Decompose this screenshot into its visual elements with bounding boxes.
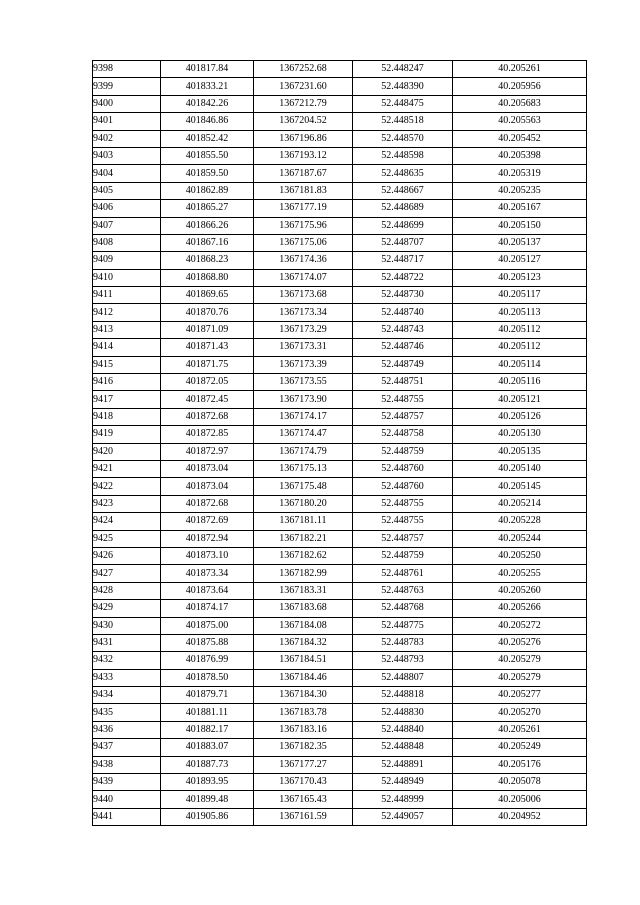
- latitude-cell: 40.205130: [453, 426, 587, 443]
- point-id-cell: 9429: [93, 600, 161, 617]
- latitude-cell: 40.205112: [453, 321, 587, 338]
- x-coordinate-cell: 401872.68: [161, 495, 254, 512]
- latitude-cell: 40.205279: [453, 652, 587, 669]
- longitude-cell: 52.448807: [353, 669, 453, 686]
- x-coordinate-cell: 401899.48: [161, 791, 254, 808]
- x-coordinate-cell: 401893.95: [161, 774, 254, 791]
- point-id-cell: 9428: [93, 582, 161, 599]
- longitude-cell: 52.448746: [353, 339, 453, 356]
- table-row: [93, 95, 587, 112]
- point-id-cell: 9414: [93, 339, 161, 356]
- x-coordinate-cell: 401875.00: [161, 617, 254, 634]
- latitude-cell: 40.205116: [453, 374, 587, 391]
- table-row: [93, 565, 587, 582]
- longitude-cell: 52.448730: [353, 287, 453, 304]
- longitude-cell: 52.448247: [353, 61, 453, 78]
- point-id-cell: 9438: [93, 756, 161, 773]
- table-row: [93, 617, 587, 634]
- point-id-cell: 9409: [93, 252, 161, 269]
- x-coordinate-cell: 401871.09: [161, 321, 254, 338]
- y-coordinate-cell: 1367182.99: [254, 565, 353, 582]
- point-id-cell: 9405: [93, 182, 161, 199]
- table-row: [93, 269, 587, 286]
- longitude-cell: 52.448717: [353, 252, 453, 269]
- point-id-cell: 9423: [93, 495, 161, 512]
- y-coordinate-cell: 1367212.79: [254, 95, 353, 112]
- point-id-cell: 9436: [93, 721, 161, 738]
- point-id-cell: 9419: [93, 426, 161, 443]
- table-row: [93, 704, 587, 721]
- latitude-cell: 40.205260: [453, 582, 587, 599]
- latitude-cell: 40.205319: [453, 165, 587, 182]
- y-coordinate-cell: 1367165.43: [254, 791, 353, 808]
- longitude-cell: 52.448768: [353, 600, 453, 617]
- table-row: [93, 739, 587, 756]
- latitude-cell: 40.205683: [453, 95, 587, 112]
- longitude-cell: 52.448755: [353, 391, 453, 408]
- latitude-cell: 40.205244: [453, 530, 587, 547]
- point-id-cell: 9431: [93, 634, 161, 651]
- y-coordinate-cell: 1367183.31: [254, 582, 353, 599]
- point-id-cell: 9437: [93, 739, 161, 756]
- table-row: [93, 721, 587, 738]
- table-row: [93, 182, 587, 199]
- table-row: [93, 147, 587, 164]
- coordinates-table-body: [93, 61, 587, 826]
- point-id-cell: 9410: [93, 269, 161, 286]
- table-row: [93, 478, 587, 495]
- x-coordinate-cell: 401878.50: [161, 669, 254, 686]
- y-coordinate-cell: 1367177.27: [254, 756, 353, 773]
- point-id-cell: 9411: [93, 287, 161, 304]
- table-row: [93, 234, 587, 251]
- x-coordinate-cell: 401862.89: [161, 182, 254, 199]
- y-coordinate-cell: 1367196.86: [254, 130, 353, 147]
- x-coordinate-cell: 401887.73: [161, 756, 254, 773]
- longitude-cell: 52.448749: [353, 356, 453, 373]
- x-coordinate-cell: 401874.17: [161, 600, 254, 617]
- x-coordinate-cell: 401869.65: [161, 287, 254, 304]
- latitude-cell: 40.205277: [453, 687, 587, 704]
- point-id-cell: 9430: [93, 617, 161, 634]
- x-coordinate-cell: 401852.42: [161, 130, 254, 147]
- y-coordinate-cell: 1367182.21: [254, 530, 353, 547]
- table-row: [93, 791, 587, 808]
- x-coordinate-cell: 401883.07: [161, 739, 254, 756]
- y-coordinate-cell: 1367161.59: [254, 808, 353, 825]
- longitude-cell: 52.448759: [353, 547, 453, 564]
- point-id-cell: 9427: [93, 565, 161, 582]
- longitude-cell: 52.448840: [353, 721, 453, 738]
- point-id-cell: 9415: [93, 356, 161, 373]
- point-id-cell: 9439: [93, 774, 161, 791]
- x-coordinate-cell: 401882.17: [161, 721, 254, 738]
- table-row: [93, 113, 587, 130]
- point-id-cell: 9422: [93, 478, 161, 495]
- table-row: [93, 374, 587, 391]
- point-id-cell: 9421: [93, 460, 161, 477]
- longitude-cell: 52.448475: [353, 95, 453, 112]
- longitude-cell: 52.448761: [353, 565, 453, 582]
- latitude-cell: 40.205117: [453, 287, 587, 304]
- y-coordinate-cell: 1367173.39: [254, 356, 353, 373]
- y-coordinate-cell: 1367174.79: [254, 443, 353, 460]
- latitude-cell: 40.205255: [453, 565, 587, 582]
- y-coordinate-cell: 1367180.20: [254, 495, 353, 512]
- x-coordinate-cell: 401879.71: [161, 687, 254, 704]
- y-coordinate-cell: 1367173.68: [254, 287, 353, 304]
- y-coordinate-cell: 1367182.62: [254, 547, 353, 564]
- x-coordinate-cell: 401855.50: [161, 147, 254, 164]
- point-id-cell: 9413: [93, 321, 161, 338]
- longitude-cell: 52.448740: [353, 304, 453, 321]
- table-row: [93, 669, 587, 686]
- point-id-cell: 9425: [93, 530, 161, 547]
- table-row: [93, 808, 587, 825]
- y-coordinate-cell: 1367175.48: [254, 478, 353, 495]
- longitude-cell: 52.448999: [353, 791, 453, 808]
- x-coordinate-cell: 401872.94: [161, 530, 254, 547]
- latitude-cell: 40.205121: [453, 391, 587, 408]
- longitude-cell: 52.448830: [353, 704, 453, 721]
- y-coordinate-cell: 1367175.06: [254, 234, 353, 251]
- longitude-cell: 52.448722: [353, 269, 453, 286]
- y-coordinate-cell: 1367184.51: [254, 652, 353, 669]
- x-coordinate-cell: 401873.34: [161, 565, 254, 582]
- latitude-cell: 40.205078: [453, 774, 587, 791]
- longitude-cell: 52.448743: [353, 321, 453, 338]
- longitude-cell: 52.448699: [353, 217, 453, 234]
- x-coordinate-cell: 401870.76: [161, 304, 254, 321]
- x-coordinate-cell: 401865.27: [161, 200, 254, 217]
- longitude-cell: 52.448757: [353, 408, 453, 425]
- latitude-cell: 40.205127: [453, 252, 587, 269]
- latitude-cell: 40.204952: [453, 808, 587, 825]
- point-id-cell: 9426: [93, 547, 161, 564]
- table-row: [93, 426, 587, 443]
- table-row: [93, 495, 587, 512]
- point-id-cell: 9403: [93, 147, 161, 164]
- latitude-cell: 40.205140: [453, 460, 587, 477]
- x-coordinate-cell: 401833.21: [161, 78, 254, 95]
- x-coordinate-cell: 401873.04: [161, 478, 254, 495]
- table-row: [93, 687, 587, 704]
- table-row: [93, 339, 587, 356]
- x-coordinate-cell: 401868.23: [161, 252, 254, 269]
- longitude-cell: 52.448667: [353, 182, 453, 199]
- y-coordinate-cell: 1367181.11: [254, 513, 353, 530]
- x-coordinate-cell: 401875.88: [161, 634, 254, 651]
- latitude-cell: 40.205956: [453, 78, 587, 95]
- y-coordinate-cell: 1367173.31: [254, 339, 353, 356]
- latitude-cell: 40.205126: [453, 408, 587, 425]
- longitude-cell: 52.448891: [353, 756, 453, 773]
- table-row: [93, 165, 587, 182]
- table-row: [93, 130, 587, 147]
- point-id-cell: 9432: [93, 652, 161, 669]
- y-coordinate-cell: 1367187.67: [254, 165, 353, 182]
- table-row: [93, 78, 587, 95]
- latitude-cell: 40.205123: [453, 269, 587, 286]
- longitude-cell: 52.448763: [353, 582, 453, 599]
- latitude-cell: 40.205006: [453, 791, 587, 808]
- x-coordinate-cell: 401817.84: [161, 61, 254, 78]
- y-coordinate-cell: 1367181.83: [254, 182, 353, 199]
- point-id-cell: 9416: [93, 374, 161, 391]
- longitude-cell: 52.448598: [353, 147, 453, 164]
- y-coordinate-cell: 1367174.47: [254, 426, 353, 443]
- x-coordinate-cell: 401872.68: [161, 408, 254, 425]
- y-coordinate-cell: 1367173.34: [254, 304, 353, 321]
- longitude-cell: 52.448793: [353, 652, 453, 669]
- table-row: [93, 634, 587, 651]
- y-coordinate-cell: 1367204.52: [254, 113, 353, 130]
- y-coordinate-cell: 1367174.17: [254, 408, 353, 425]
- x-coordinate-cell: 401873.64: [161, 582, 254, 599]
- point-id-cell: 9441: [93, 808, 161, 825]
- latitude-cell: 40.205135: [453, 443, 587, 460]
- latitude-cell: 40.205276: [453, 634, 587, 651]
- latitude-cell: 40.205270: [453, 704, 587, 721]
- longitude-cell: 52.449057: [353, 808, 453, 825]
- latitude-cell: 40.205261: [453, 61, 587, 78]
- table-row: [93, 61, 587, 78]
- y-coordinate-cell: 1367173.55: [254, 374, 353, 391]
- x-coordinate-cell: 401905.86: [161, 808, 254, 825]
- point-id-cell: 9402: [93, 130, 161, 147]
- x-coordinate-cell: 401871.75: [161, 356, 254, 373]
- y-coordinate-cell: 1367252.68: [254, 61, 353, 78]
- table-row: [93, 530, 587, 547]
- longitude-cell: 52.448758: [353, 426, 453, 443]
- table-row: [93, 252, 587, 269]
- y-coordinate-cell: 1367183.68: [254, 600, 353, 617]
- longitude-cell: 52.448570: [353, 130, 453, 147]
- longitude-cell: 52.448755: [353, 513, 453, 530]
- y-coordinate-cell: 1367174.07: [254, 269, 353, 286]
- x-coordinate-cell: 401867.16: [161, 234, 254, 251]
- longitude-cell: 52.448760: [353, 460, 453, 477]
- latitude-cell: 40.205279: [453, 669, 587, 686]
- latitude-cell: 40.205114: [453, 356, 587, 373]
- table-row: [93, 200, 587, 217]
- table-row: [93, 391, 587, 408]
- table-row: [93, 408, 587, 425]
- longitude-cell: 52.448759: [353, 443, 453, 460]
- table-row: [93, 652, 587, 669]
- table-row: [93, 600, 587, 617]
- latitude-cell: 40.205261: [453, 721, 587, 738]
- table-row: [93, 460, 587, 477]
- longitude-cell: 52.448635: [353, 165, 453, 182]
- point-id-cell: 9440: [93, 791, 161, 808]
- table-row: [93, 217, 587, 234]
- longitude-cell: 52.448390: [353, 78, 453, 95]
- y-coordinate-cell: 1367174.36: [254, 252, 353, 269]
- latitude-cell: 40.205150: [453, 217, 587, 234]
- point-id-cell: 9401: [93, 113, 161, 130]
- latitude-cell: 40.205176: [453, 756, 587, 773]
- longitude-cell: 52.448707: [353, 234, 453, 251]
- point-id-cell: 9418: [93, 408, 161, 425]
- point-id-cell: 9399: [93, 78, 161, 95]
- x-coordinate-cell: 401873.10: [161, 547, 254, 564]
- coordinates-table: [92, 60, 587, 826]
- table-row: [93, 774, 587, 791]
- longitude-cell: 52.448757: [353, 530, 453, 547]
- longitude-cell: 52.448775: [353, 617, 453, 634]
- x-coordinate-cell: 401871.43: [161, 339, 254, 356]
- table-row: [93, 547, 587, 564]
- longitude-cell: 52.448755: [353, 495, 453, 512]
- latitude-cell: 40.205235: [453, 182, 587, 199]
- y-coordinate-cell: 1367175.96: [254, 217, 353, 234]
- x-coordinate-cell: 401872.85: [161, 426, 254, 443]
- point-id-cell: 9406: [93, 200, 161, 217]
- table-row: [93, 756, 587, 773]
- x-coordinate-cell: 401872.05: [161, 374, 254, 391]
- x-coordinate-cell: 401868.80: [161, 269, 254, 286]
- latitude-cell: 40.205145: [453, 478, 587, 495]
- latitude-cell: 40.205452: [453, 130, 587, 147]
- latitude-cell: 40.205398: [453, 147, 587, 164]
- longitude-cell: 52.448848: [353, 739, 453, 756]
- x-coordinate-cell: 401842.26: [161, 95, 254, 112]
- longitude-cell: 52.448783: [353, 634, 453, 651]
- point-id-cell: 9435: [93, 704, 161, 721]
- y-coordinate-cell: 1367183.16: [254, 721, 353, 738]
- y-coordinate-cell: 1367193.12: [254, 147, 353, 164]
- point-id-cell: 9424: [93, 513, 161, 530]
- x-coordinate-cell: 401881.11: [161, 704, 254, 721]
- x-coordinate-cell: 401872.97: [161, 443, 254, 460]
- y-coordinate-cell: 1367170.43: [254, 774, 353, 791]
- longitude-cell: 52.448689: [353, 200, 453, 217]
- y-coordinate-cell: 1367231.60: [254, 78, 353, 95]
- y-coordinate-cell: 1367173.29: [254, 321, 353, 338]
- latitude-cell: 40.205113: [453, 304, 587, 321]
- latitude-cell: 40.205137: [453, 234, 587, 251]
- point-id-cell: 9408: [93, 234, 161, 251]
- latitude-cell: 40.205112: [453, 339, 587, 356]
- point-id-cell: 9412: [93, 304, 161, 321]
- y-coordinate-cell: 1367184.08: [254, 617, 353, 634]
- point-id-cell: 9417: [93, 391, 161, 408]
- longitude-cell: 52.448818: [353, 687, 453, 704]
- point-id-cell: 9407: [93, 217, 161, 234]
- table-row: [93, 304, 587, 321]
- y-coordinate-cell: 1367175.13: [254, 460, 353, 477]
- table-row: [93, 513, 587, 530]
- point-id-cell: 9433: [93, 669, 161, 686]
- longitude-cell: 52.448518: [353, 113, 453, 130]
- x-coordinate-cell: 401873.04: [161, 460, 254, 477]
- latitude-cell: 40.205266: [453, 600, 587, 617]
- x-coordinate-cell: 401846.86: [161, 113, 254, 130]
- x-coordinate-cell: 401876.99: [161, 652, 254, 669]
- y-coordinate-cell: 1367182.35: [254, 739, 353, 756]
- table-row: [93, 356, 587, 373]
- latitude-cell: 40.205249: [453, 739, 587, 756]
- point-id-cell: 9434: [93, 687, 161, 704]
- latitude-cell: 40.205250: [453, 547, 587, 564]
- table-row: [93, 443, 587, 460]
- y-coordinate-cell: 1367173.90: [254, 391, 353, 408]
- point-id-cell: 9398: [93, 61, 161, 78]
- point-id-cell: 9404: [93, 165, 161, 182]
- table-row: [93, 321, 587, 338]
- x-coordinate-cell: 401859.50: [161, 165, 254, 182]
- table-row: [93, 287, 587, 304]
- y-coordinate-cell: 1367184.46: [254, 669, 353, 686]
- longitude-cell: 52.448949: [353, 774, 453, 791]
- latitude-cell: 40.205214: [453, 495, 587, 512]
- y-coordinate-cell: 1367184.32: [254, 634, 353, 651]
- x-coordinate-cell: 401872.45: [161, 391, 254, 408]
- x-coordinate-cell: 401866.26: [161, 217, 254, 234]
- latitude-cell: 40.205272: [453, 617, 587, 634]
- table-row: [93, 582, 587, 599]
- longitude-cell: 52.448751: [353, 374, 453, 391]
- y-coordinate-cell: 1367177.19: [254, 200, 353, 217]
- y-coordinate-cell: 1367184.30: [254, 687, 353, 704]
- latitude-cell: 40.205167: [453, 200, 587, 217]
- y-coordinate-cell: 1367183.78: [254, 704, 353, 721]
- latitude-cell: 40.205563: [453, 113, 587, 130]
- point-id-cell: 9420: [93, 443, 161, 460]
- longitude-cell: 52.448760: [353, 478, 453, 495]
- latitude-cell: 40.205228: [453, 513, 587, 530]
- point-id-cell: 9400: [93, 95, 161, 112]
- x-coordinate-cell: 401872.69: [161, 513, 254, 530]
